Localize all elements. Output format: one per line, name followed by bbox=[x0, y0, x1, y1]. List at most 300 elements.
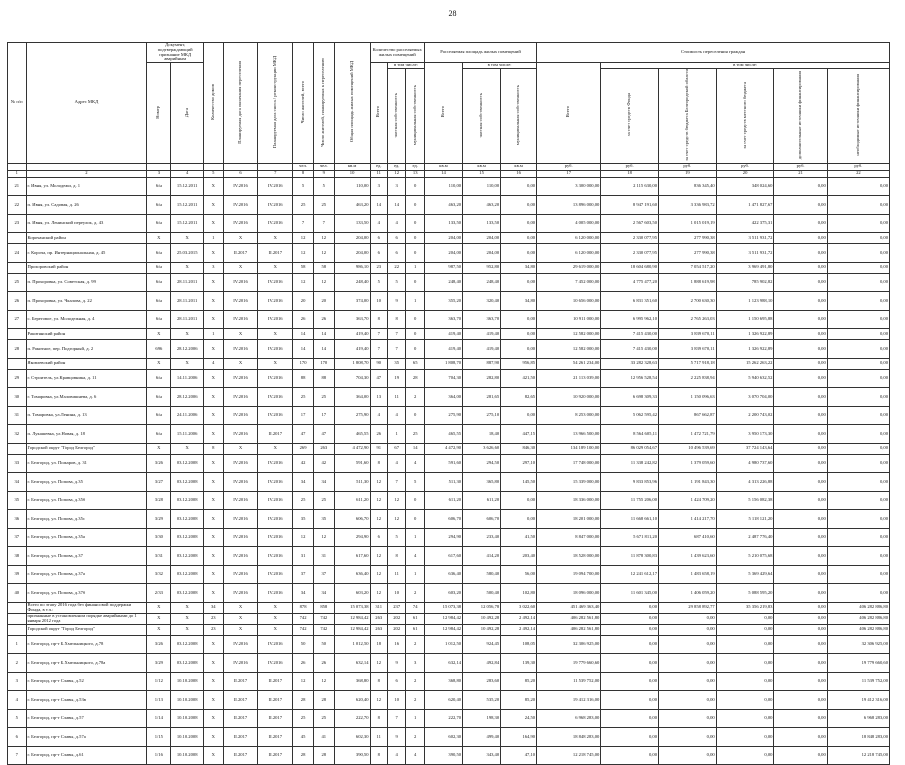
table-cell: 38 bbox=[8, 547, 27, 566]
table-cell: 37 724 143,64 bbox=[716, 443, 774, 454]
table-cell: 82,65 bbox=[501, 388, 537, 407]
table-cell: X bbox=[203, 214, 223, 233]
table-cell: 6/н bbox=[147, 196, 171, 215]
table-cell: 6 968 283,00 bbox=[537, 709, 601, 728]
header-doc-number: Номер bbox=[147, 63, 171, 164]
table-cell: IV.2016 bbox=[223, 473, 258, 492]
table-cell: 0,00 bbox=[827, 547, 889, 566]
table-cell: 19 bbox=[387, 369, 406, 388]
table-cell: 108,05 bbox=[501, 635, 537, 654]
unit-cell: ед. bbox=[370, 163, 387, 170]
table-cell: 5 062 595,42 bbox=[601, 406, 659, 425]
table-cell: 4 bbox=[387, 454, 406, 473]
table-cell: 535,20 bbox=[463, 691, 501, 710]
table-cell: 492,84 bbox=[463, 654, 501, 673]
address-cell: Яковлевский район bbox=[26, 358, 147, 369]
table-cell: 15 073,38 bbox=[334, 602, 370, 613]
table-cell: 0,00 bbox=[827, 262, 889, 273]
table-row bbox=[8, 473, 890, 492]
table-cell: 343,40 bbox=[463, 746, 501, 765]
table-cell: 10.10.2008 bbox=[171, 746, 204, 765]
unit-cell: кв.м bbox=[424, 163, 462, 170]
subtotal-row bbox=[8, 443, 890, 454]
table-cell: 0,00 bbox=[601, 602, 659, 613]
table-cell: 606,70 bbox=[334, 510, 370, 529]
table-cell: 0,00 bbox=[774, 510, 827, 529]
table-cell: IV.2016 bbox=[223, 273, 258, 292]
table-cell: 25 bbox=[293, 388, 314, 407]
table-cell: 10 496 539,69 bbox=[659, 443, 717, 454]
table-cell: 0,00 bbox=[774, 728, 827, 747]
table-cell: 283,60 bbox=[463, 672, 501, 691]
table-cell: 6 bbox=[370, 244, 387, 263]
table-cell: 47,10 bbox=[501, 746, 537, 765]
table-cell: 32 306 925,00 bbox=[827, 635, 889, 654]
table-cell: 1/14 bbox=[147, 709, 171, 728]
column-number: 16 bbox=[501, 170, 537, 177]
address-cell: г. Белгород, ул. Пожаров, д. 31 bbox=[26, 454, 147, 473]
table-cell: 275,90 bbox=[424, 406, 462, 425]
table-cell: 7 bbox=[387, 709, 406, 728]
table-cell: 8 bbox=[370, 746, 387, 765]
table-cell: 0,00 bbox=[774, 547, 827, 566]
table-cell: 03.12.2008 bbox=[171, 547, 204, 566]
table-cell: 3 bbox=[370, 177, 387, 196]
table-cell: 2 700 630,30 bbox=[659, 292, 717, 311]
table-cell: 10.10.2008 bbox=[171, 728, 204, 747]
table-cell: 0,00 bbox=[716, 709, 774, 728]
unit-cell: руб. bbox=[659, 163, 717, 170]
table-cell: X bbox=[203, 691, 223, 710]
table-cell: 11 601 345,00 bbox=[601, 584, 659, 603]
table-cell: IV.2016 bbox=[223, 635, 258, 654]
table-cell: IV.2016 bbox=[223, 214, 258, 233]
table-row bbox=[8, 454, 890, 473]
table-cell: 133,50 bbox=[334, 214, 370, 233]
table-cell: IV.2016 bbox=[258, 369, 293, 388]
table-cell: 0 bbox=[406, 491, 425, 510]
address-cell: г. Белгород, ул. Попова, д.35б bbox=[26, 491, 147, 510]
table-cell: 2/33 bbox=[147, 584, 171, 603]
table-cell: X bbox=[258, 443, 293, 454]
table-cell: 3/30 bbox=[147, 528, 171, 547]
table-cell: 3 511 931,72 bbox=[716, 244, 774, 263]
table-cell: 4 775 477,20 bbox=[601, 273, 659, 292]
table-cell: II.2017 bbox=[258, 746, 293, 765]
column-number: 20 bbox=[716, 170, 774, 177]
table-cell: 878 bbox=[293, 602, 314, 613]
table-cell: 6 bbox=[387, 672, 406, 691]
table-cell: 28.11.2011 bbox=[171, 310, 204, 329]
table-cell: 0,00 bbox=[827, 528, 889, 547]
table-cell: 204,00 bbox=[463, 233, 501, 244]
table-cell: 91 bbox=[370, 443, 387, 454]
table-cell: 29 bbox=[8, 369, 27, 388]
table-cell bbox=[8, 262, 27, 273]
table-cell: 0,00 bbox=[827, 329, 889, 340]
table-cell: 2 bbox=[406, 388, 425, 407]
table-cell: 47 bbox=[293, 425, 314, 444]
table-cell: 31 bbox=[293, 547, 314, 566]
table-cell: 37 bbox=[313, 565, 334, 584]
table-row bbox=[8, 425, 890, 444]
table-row bbox=[8, 214, 890, 233]
table-cell: X bbox=[203, 292, 223, 311]
table-cell: 28.11.2011 bbox=[171, 292, 204, 311]
table-cell: 36 bbox=[8, 510, 27, 529]
column-number: 9 bbox=[313, 170, 334, 177]
table-cell: 3 070 704,00 bbox=[716, 388, 774, 407]
address-cell: г. Строитель, ул.Кравцовника, д. 11 bbox=[26, 369, 147, 388]
table-cell: 1 012,50 bbox=[334, 635, 370, 654]
table-cell: 0,00 bbox=[501, 233, 537, 244]
table-cell: 11 755 206,00 bbox=[601, 491, 659, 510]
table-cell: 0,00 bbox=[827, 510, 889, 529]
table-cell: X bbox=[258, 262, 293, 273]
table-cell: 0,00 bbox=[774, 654, 827, 673]
table-cell: 620,40 bbox=[334, 691, 370, 710]
table-cell: 12 bbox=[293, 273, 314, 292]
table-cell: 4 bbox=[406, 746, 425, 765]
table-cell: IV.2016 bbox=[223, 491, 258, 510]
table-cell: 0,00 bbox=[716, 728, 774, 747]
address-cell: Городской округ "Город Белгород" bbox=[26, 624, 147, 635]
address-cell: п. Прохоровка, ул. Чкалова, д. 22 bbox=[26, 292, 147, 311]
table-cell: 18 528 000,00 bbox=[537, 547, 601, 566]
table-cell: 222,70 bbox=[424, 709, 462, 728]
table-cell: 10 911 000,00 bbox=[537, 310, 601, 329]
header-cost-extra: дополнительные источники финансирования bbox=[774, 69, 827, 164]
column-number: 4 bbox=[171, 170, 204, 177]
table-cell: 0,00 bbox=[827, 491, 889, 510]
table-cell: 4 472,90 bbox=[334, 443, 370, 454]
table-cell: IV.2016 bbox=[258, 528, 293, 547]
table-cell: 0,00 bbox=[827, 196, 889, 215]
table-cell: 12 bbox=[370, 510, 387, 529]
table-cell: 20 bbox=[293, 292, 314, 311]
table-cell: 419,40 bbox=[334, 329, 370, 340]
table-cell: 12 bbox=[370, 473, 387, 492]
table-cell: 86 029 054,67 bbox=[601, 443, 659, 454]
table-cell: 20 bbox=[313, 292, 334, 311]
table-cell: 5 bbox=[387, 528, 406, 547]
table-cell: 34 bbox=[313, 473, 334, 492]
header-rooms-municipal: муниципальная собственность bbox=[406, 69, 425, 164]
table-cell bbox=[8, 233, 27, 244]
table-cell: 0,00 bbox=[601, 654, 659, 673]
header-cost-region: за счет средств бюджета Белгородской области bbox=[659, 69, 717, 164]
table-cell: 24 bbox=[8, 244, 27, 263]
table-cell: IV.2016 bbox=[223, 292, 258, 311]
table-cell: 0,00 bbox=[774, 292, 827, 311]
table-cell: 23 bbox=[203, 624, 223, 635]
table-cell: 0,00 bbox=[774, 746, 827, 765]
address-cell: Корочанский район bbox=[26, 233, 147, 244]
table-cell: 465,55 bbox=[334, 425, 370, 444]
table-cell: 3 839 670,11 bbox=[659, 340, 717, 359]
table-cell: 14 bbox=[313, 329, 334, 340]
table-cell: 15 073,38 bbox=[424, 602, 462, 613]
table-cell: X bbox=[203, 273, 223, 292]
table-row bbox=[8, 369, 890, 388]
table-cell: 26 bbox=[370, 425, 387, 444]
table-cell: 3 511 931,72 bbox=[716, 233, 774, 244]
table-cell: X bbox=[171, 613, 204, 624]
header-area-incl: в том числе: bbox=[463, 63, 537, 69]
table-cell: 12 bbox=[313, 672, 334, 691]
table-cell: 0,00 bbox=[827, 273, 889, 292]
table-cell: 5 369 429,64 bbox=[716, 565, 774, 584]
address-cell: г. Белгород, пр-т Славы, д.53в bbox=[26, 691, 147, 710]
table-cell: 03.12.2008 bbox=[171, 510, 204, 529]
table-cell: 11 668 661,10 bbox=[601, 510, 659, 529]
table-cell: 4 bbox=[370, 214, 387, 233]
header-cost-local: за счет средств местного бюджета bbox=[716, 69, 774, 164]
table-cell: 8 bbox=[387, 310, 406, 329]
table-cell: II.2017 bbox=[223, 746, 258, 765]
table-cell: IV.2016 bbox=[223, 565, 258, 584]
table-cell: 25 bbox=[313, 491, 334, 510]
address-cell: п. Ракитное, пер. Подгорный, д. 2 bbox=[26, 340, 147, 359]
table-cell: 12 984,42 bbox=[424, 624, 462, 635]
table-cell: 12 bbox=[370, 491, 387, 510]
table-cell: 0,00 bbox=[659, 624, 717, 635]
table-cell: X bbox=[203, 746, 223, 765]
table-cell: 11 338 242,82 bbox=[601, 454, 659, 473]
table-cell: 233,40 bbox=[463, 528, 501, 547]
table-cell: 406 282 561,80 bbox=[537, 624, 601, 635]
table-cell: 0,00 bbox=[774, 406, 827, 425]
table-cell: 12 984,42 bbox=[334, 613, 370, 624]
table-cell: 6/н bbox=[147, 262, 171, 273]
table-cell: 0,00 bbox=[774, 310, 827, 329]
column-numbers-row bbox=[8, 170, 890, 177]
table-cell: 1 bbox=[8, 635, 27, 654]
table-cell: 25 bbox=[293, 196, 314, 215]
table-cell: 19 779 660,60 bbox=[537, 654, 601, 673]
table-cell: 23 bbox=[203, 613, 223, 624]
table-cell: 13 bbox=[370, 388, 387, 407]
table-cell: 17 bbox=[313, 406, 334, 425]
table-cell: 5 118 121,20 bbox=[716, 510, 774, 529]
table-cell: 687 410,60 bbox=[659, 528, 717, 547]
table-cell: 451 469 363,40 bbox=[537, 602, 601, 613]
table-cell: X bbox=[171, 602, 204, 613]
table-cell: 22 bbox=[387, 262, 406, 273]
table-row bbox=[8, 746, 890, 765]
table-cell: X bbox=[223, 329, 258, 340]
table-cell: 5 bbox=[406, 473, 425, 492]
table-cell: IV.2016 bbox=[258, 340, 293, 359]
table-row bbox=[8, 244, 890, 263]
table-cell: 8 564 605,11 bbox=[601, 425, 659, 444]
table-cell: 3/26 bbox=[147, 635, 171, 654]
column-number: 12 bbox=[387, 170, 406, 177]
table-cell: 88 bbox=[293, 369, 314, 388]
unit-cell: чел. bbox=[293, 163, 314, 170]
table-cell: 8 253 000,00 bbox=[537, 406, 601, 425]
table-cell: 606,70 bbox=[463, 510, 501, 529]
table-cell: 0,00 bbox=[774, 602, 827, 613]
header-total-area: Общая площадь жилых помещений МКД bbox=[334, 43, 370, 164]
table-cell: X bbox=[203, 491, 223, 510]
column-number: 1 bbox=[8, 170, 27, 177]
table-cell: 591,60 bbox=[334, 454, 370, 473]
table-cell: 34,80 bbox=[501, 262, 537, 273]
table-cell: 0 bbox=[406, 233, 425, 244]
table-cell: 25 bbox=[293, 491, 314, 510]
table-cell bbox=[8, 329, 27, 340]
table-cell: 10 bbox=[387, 691, 406, 710]
table-cell: X bbox=[223, 233, 258, 244]
table-cell: 3 969 491,80 bbox=[716, 262, 774, 273]
table-cell: 222,70 bbox=[334, 709, 370, 728]
table-cell: 12 582 000,00 bbox=[537, 340, 601, 359]
table-cell: 281,65 bbox=[463, 388, 501, 407]
table-cell: 35 bbox=[8, 491, 27, 510]
address-cell: п. Ивня, ул. Садовая, д. 26 bbox=[26, 196, 147, 215]
table-cell: 10.10.2008 bbox=[171, 691, 204, 710]
address-cell: г. Белгород, ул. Попова, д.37б bbox=[26, 584, 147, 603]
table-cell: 0,00 bbox=[716, 672, 774, 691]
units-row bbox=[8, 163, 890, 170]
page-number: 28 bbox=[448, 9, 457, 18]
table-cell: 3 300 000,00 bbox=[537, 177, 601, 196]
column-number: 19 bbox=[659, 170, 717, 177]
table-cell: 704,30 bbox=[424, 369, 462, 388]
table-cell: 10 bbox=[387, 584, 406, 603]
column-number: 8 bbox=[293, 170, 314, 177]
table-cell: 31 bbox=[8, 406, 27, 425]
table-cell: X bbox=[223, 602, 258, 613]
table-cell: 7 054 517,20 bbox=[659, 262, 717, 273]
table-cell: 21 113 039,00 bbox=[537, 369, 601, 388]
table-cell: 5 156 082,38 bbox=[716, 491, 774, 510]
table-cell: II.2017 bbox=[258, 709, 293, 728]
column-number: 7 bbox=[258, 170, 293, 177]
table-cell: 2 487 776,40 bbox=[716, 528, 774, 547]
table-cell: 33 bbox=[8, 454, 27, 473]
table-cell: 0 bbox=[406, 273, 425, 292]
table-cell: 0,00 bbox=[774, 584, 827, 603]
table-cell: X bbox=[203, 473, 223, 492]
table-cell: 0 bbox=[406, 244, 425, 263]
table-cell: 8 bbox=[203, 443, 223, 454]
table-cell: 9 833 853,96 bbox=[601, 473, 659, 492]
table-cell: 499,40 bbox=[463, 728, 501, 747]
table-cell: 23 bbox=[8, 214, 27, 233]
table-cell: 7 bbox=[387, 340, 406, 359]
table-cell: 0,00 bbox=[827, 388, 889, 407]
header-cost-group: Стоимость переселения граждан bbox=[537, 43, 890, 63]
table-cell: 2 567 603,50 bbox=[601, 214, 659, 233]
table-cell: 419,40 bbox=[463, 340, 501, 359]
table-cell: 35 bbox=[313, 510, 334, 529]
table-cell: 463,20 bbox=[463, 196, 501, 215]
table-cell: 18 096 000,00 bbox=[537, 584, 601, 603]
table-cell: X bbox=[258, 624, 293, 635]
table-cell: X bbox=[203, 584, 223, 603]
table-cell: X bbox=[203, 177, 223, 196]
table-cell: 294,90 bbox=[334, 528, 370, 547]
table-cell: 0,00 bbox=[827, 244, 889, 263]
header-rooms-total: Всего bbox=[370, 63, 387, 164]
table-cell: 591,60 bbox=[424, 454, 462, 473]
table-cell: 414,20 bbox=[463, 547, 501, 566]
table-cell: 611,20 bbox=[334, 491, 370, 510]
table-cell: 50 bbox=[293, 635, 314, 654]
table-cell: 785 902,82 bbox=[716, 273, 774, 292]
table-cell: 0 bbox=[406, 406, 425, 425]
table-cell: 1 015 019,19 bbox=[659, 214, 717, 233]
table-cell: 617,60 bbox=[424, 547, 462, 566]
table-cell: 5 210 075,68 bbox=[716, 547, 774, 566]
table-cell: 1 123 988,10 bbox=[716, 292, 774, 311]
table-cell: 952,80 bbox=[463, 262, 501, 273]
table-cell: 6 831 351,60 bbox=[601, 292, 659, 311]
table-cell: 1 808,70 bbox=[334, 358, 370, 369]
table-cell: 26 bbox=[293, 654, 314, 673]
table-cell: 0,00 bbox=[501, 310, 537, 329]
table-cell: 3 022,60 bbox=[501, 602, 537, 613]
table-cell: 18 bbox=[370, 635, 387, 654]
table-cell: II.2017 bbox=[258, 728, 293, 747]
table-row bbox=[8, 292, 890, 311]
table-cell: 0,00 bbox=[774, 565, 827, 584]
table-cell: 25 bbox=[313, 196, 334, 215]
table-cell: 1 808,70 bbox=[424, 358, 462, 369]
table-row bbox=[8, 728, 890, 747]
table-cell: 4 bbox=[8, 691, 27, 710]
table-cell: 3/26 bbox=[147, 454, 171, 473]
table-row bbox=[8, 565, 890, 584]
table-cell: 1 bbox=[203, 233, 223, 244]
table-cell: 887,90 bbox=[463, 358, 501, 369]
table-cell: 0,00 bbox=[659, 728, 717, 747]
table-cell: 0,00 bbox=[601, 624, 659, 635]
table-cell: 277 990,38 bbox=[659, 244, 717, 263]
table-cell: 7 415 430,00 bbox=[601, 329, 659, 340]
table-cell: 11 bbox=[387, 565, 406, 584]
table-cell: 9 bbox=[387, 728, 406, 747]
table-cell: 12 bbox=[293, 528, 314, 547]
table-cell: 0 bbox=[406, 340, 425, 359]
table-cell: 19 094 700,00 bbox=[537, 565, 601, 584]
table-cell: 0,00 bbox=[774, 613, 827, 624]
table-cell: 0,00 bbox=[827, 369, 889, 388]
unit-cell: руб. bbox=[774, 163, 827, 170]
table-cell: 632,14 bbox=[334, 654, 370, 673]
table-cell: 6/н bbox=[147, 244, 171, 263]
table-cell: X bbox=[147, 329, 171, 340]
table-cell: X bbox=[171, 358, 204, 369]
table-cell: 18 604 680,90 bbox=[601, 262, 659, 273]
table-cell: 25 bbox=[8, 273, 27, 292]
table-cell: 12 bbox=[370, 654, 387, 673]
table-cell: 12 bbox=[293, 233, 314, 244]
table-cell: 0,00 bbox=[501, 340, 537, 359]
table-cell: 602,30 bbox=[334, 728, 370, 747]
table-cell: 03.12.2008 bbox=[171, 584, 204, 603]
table-cell: 18 201 000,00 bbox=[537, 510, 601, 529]
table-cell: 0,00 bbox=[774, 454, 827, 473]
header-address: Адрес МКД bbox=[26, 43, 147, 164]
table-cell: 263 bbox=[370, 613, 387, 624]
table-cell: 8 847 000,00 bbox=[537, 528, 601, 547]
table-cell: X bbox=[147, 613, 171, 624]
address-cell: г. Белгород, пр-т Славы, д.57 bbox=[26, 709, 147, 728]
table-cell: 6/н bbox=[147, 310, 171, 329]
